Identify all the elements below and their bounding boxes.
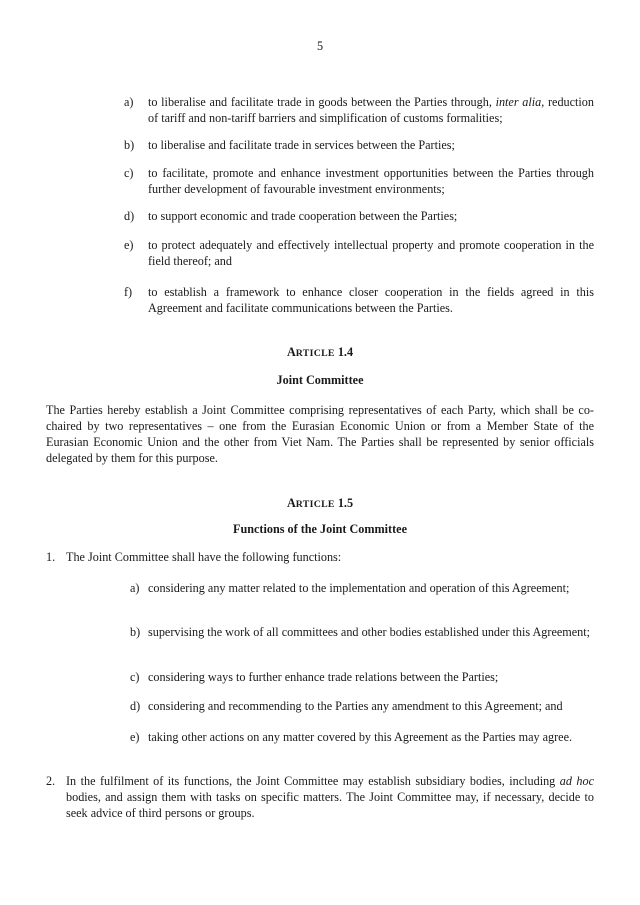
list-item-a	[124, 94, 594, 126]
latin-term: ad hoc	[559, 774, 594, 788]
paragraph-number: 1.	[46, 550, 56, 564]
paragraph-text: The Joint Committee shall have the following functions:	[66, 550, 342, 564]
list-text: to liberalise and facilitate trade in goods between the Parties through, inter alia, reduction of tariff and non-tariff barriers and simplification of customs formalities;	[148, 95, 594, 125]
list-text: to liberalise and facilitate trade in services between the Parties;	[148, 138, 455, 152]
article-body: The Parties hereby establish a Joint Committee comprising representatives of each Party, which shall be co-chaired by two representatives – one from the Eurasian Economic Union or from a Member State of the Eurasian Economic Union and the other from Viet Nam. The Parties shall be represented by senior officials delegated by them for this purpose.	[46, 403, 594, 465]
list-label: c)	[124, 166, 134, 180]
sub-item-a	[130, 580, 594, 596]
page-number: 5	[316, 39, 324, 53]
sub-item-d	[130, 698, 594, 714]
numbered-paragraph	[46, 773, 594, 821]
list-label: b)	[130, 625, 141, 639]
paragraph-number: 2.	[46, 774, 56, 788]
list-text: taking other actions on any matter covered by this Agreement as the Parties may agree.	[148, 730, 573, 744]
sub-item-b	[130, 624, 594, 640]
list-label: f)	[124, 285, 133, 299]
list-label: b)	[124, 138, 135, 152]
numbered-paragraph	[46, 549, 594, 565]
list-label: d)	[130, 699, 141, 713]
list-text: considering any matter related to the implementation and operation of this Agreement;	[148, 581, 570, 595]
article-title: ARTICLE 1.5	[286, 496, 354, 510]
list-label: e)	[130, 730, 140, 744]
list-item-f	[124, 284, 594, 316]
list-label: c)	[130, 670, 140, 684]
list-text: supervising the work of all committees and other bodies established under this Agreement;	[148, 625, 591, 639]
sub-item-c	[130, 669, 594, 685]
latin-term: inter alia	[495, 95, 542, 109]
list-item-d	[124, 208, 594, 224]
list-item-c	[124, 165, 594, 197]
list-item-b	[124, 137, 594, 153]
list-text: to support economic and trade cooperation between the Parties;	[148, 209, 458, 223]
article-heading: Joint Committee	[276, 373, 364, 387]
list-text: to facilitate, promote and enhance investment opportunities between the Parties through further development of favourable investment environments;	[148, 166, 594, 196]
list-item-e	[124, 237, 594, 269]
list-label: e)	[124, 238, 134, 252]
list-label: a)	[130, 581, 140, 595]
list-text: to protect adequately and effectively intellectual property and promote cooperation in the field thereof; and	[148, 238, 594, 268]
list-text: considering and recommending to the Parties any amendment to this Agreement; and	[148, 699, 563, 713]
article-heading: Functions of the Joint Committee	[233, 522, 407, 536]
list-label: a)	[124, 95, 134, 109]
article-title: ARTICLE 1.4	[286, 345, 354, 359]
sub-item-e	[130, 729, 594, 745]
list-label: d)	[124, 209, 135, 223]
list-text: to establish a framework to enhance closer cooperation in the fields agreed in this Agreement and facilitate communications between the Parties.	[148, 285, 594, 315]
list-text: considering ways to further enhance trade relations between the Parties;	[148, 670, 499, 684]
paragraph-text: In the fulfilment of its functions, the Joint Committee may establish subsidiary bodies, including ad hoc bodies, and assign them with tasks on specific matters. The Joint Committee may, if necessary, decide to seek advice of third persons or groups.	[66, 774, 594, 820]
